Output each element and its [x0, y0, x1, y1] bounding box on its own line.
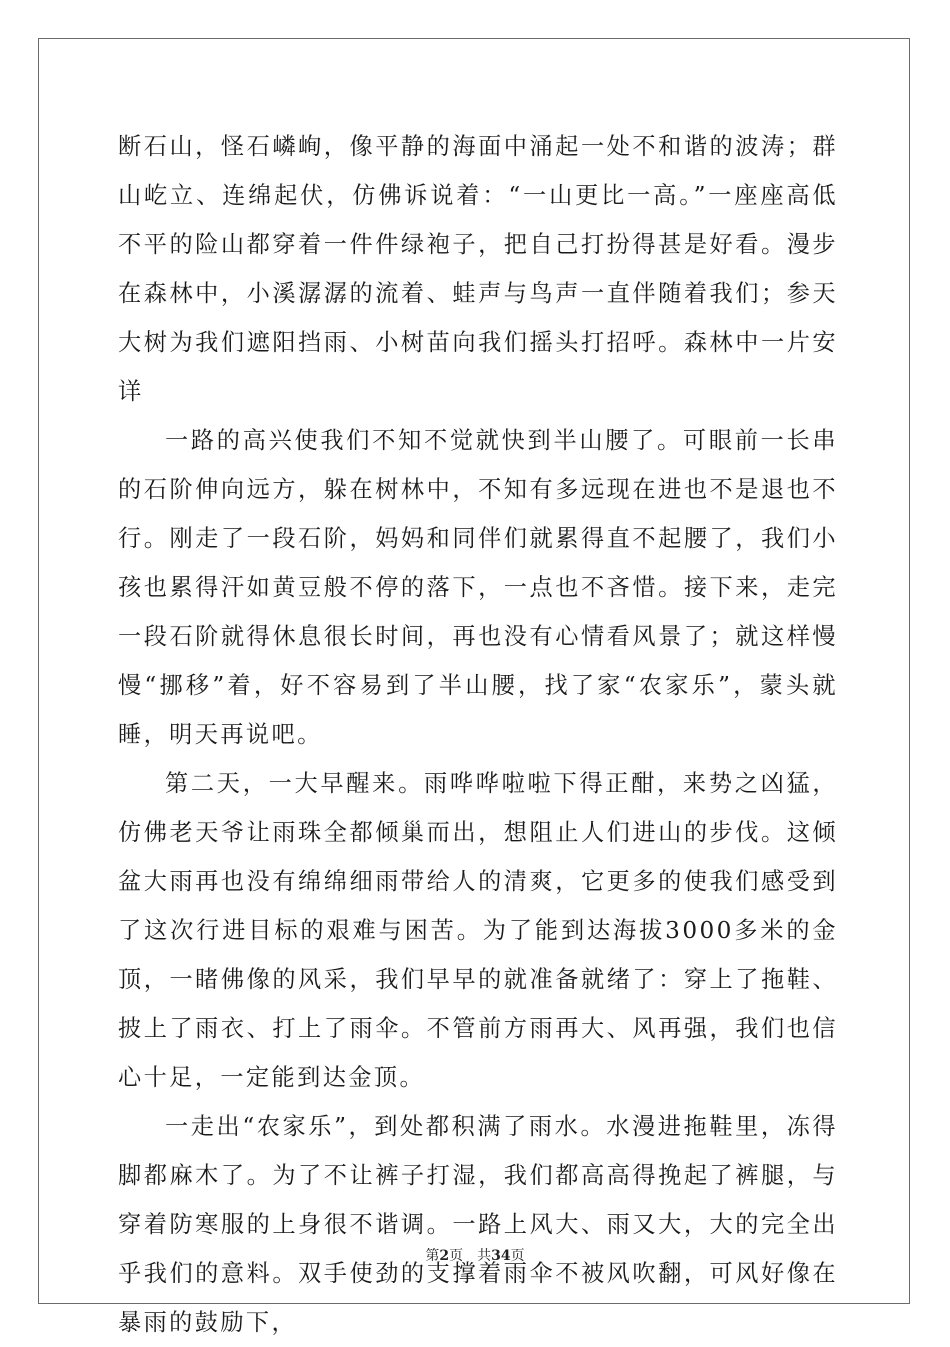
footer-page-number: 2 [439, 1248, 450, 1264]
footer-total-suffix: 页 [510, 1248, 525, 1264]
document-body [118, 122, 838, 1347]
paragraph-4: 一走出“农家乐”，到处都积满了雨水。水漫进拖鞋里，冻得脚都麻木了。为了不让裤子打湿，我们都高高得挽起了裤腿，与穿着防寒服的上身很不谐调。一路上风大、雨又大，大的完全出乎我们的意料。双手使劲的支撑着雨伞不被风吹翻，可风好像在暴雨的鼓励下， [118, 1113, 838, 1336]
footer-total-prefix: 共 [477, 1248, 492, 1264]
paragraph-1: 断石山，怪石嶙峋，像平静的海面中涌起一处不和谐的波涛；群山屹立、连绵起伏，仿佛诉说着：“一山更比一高。”一座座高低不平的险山都穿着一件件绿袍子，把自己打扮得甚是好看。漫步在森林中，小溪潺潺的流着、蛙声与鸟声一直伴随着我们；参天大树为我们遮阳挡雨、小树苗向我们摇头打招呼。森林中一片安详 [118, 133, 838, 405]
page-footer [0, 1245, 950, 1265]
footer-total-pages: 34 [491, 1248, 511, 1264]
paragraph-3: 第二天，一大早醒来。雨哗哗啦啦下得正酣，来势之凶猛，仿佛老天爷让雨珠全都倾巢而出，想阻止人们进山的步伐。这倾盆大雨再也没有绵绵细雨带给人的清爽，它更多的使我们感受到了这次行进目标的艰难与困苦。为了能到达海拔3000多米的金顶，一睹佛像的风采，我们早早的就准备就绪了：穿上了拖鞋、披上了雨衣、打上了雨伞。不管前方雨再大、风再强，我们也信心十足，一定能到达金顶。 [118, 770, 838, 1091]
footer-page-prefix: 第 [425, 1248, 440, 1264]
paragraph-2: 一路的高兴使我们不知不觉就快到半山腰了。可眼前一长串的石阶伸向远方，躲在树林中，不知有多远现在进也不是退也不行。刚走了一段石阶，妈妈和同伴们就累得直不起腰了，我们小孩也累得汗如黄豆般不停的落下，一点也不吝惜。接下来，走完一段石阶就得休息很长时间，再也没有心情看风景了；就这样慢慢“挪移”着，好不容易到了半山腰，找了家“农家乐”，蒙头就睡，明天再说吧。 [118, 427, 838, 748]
footer-page-suffix: 页 [449, 1248, 464, 1264]
